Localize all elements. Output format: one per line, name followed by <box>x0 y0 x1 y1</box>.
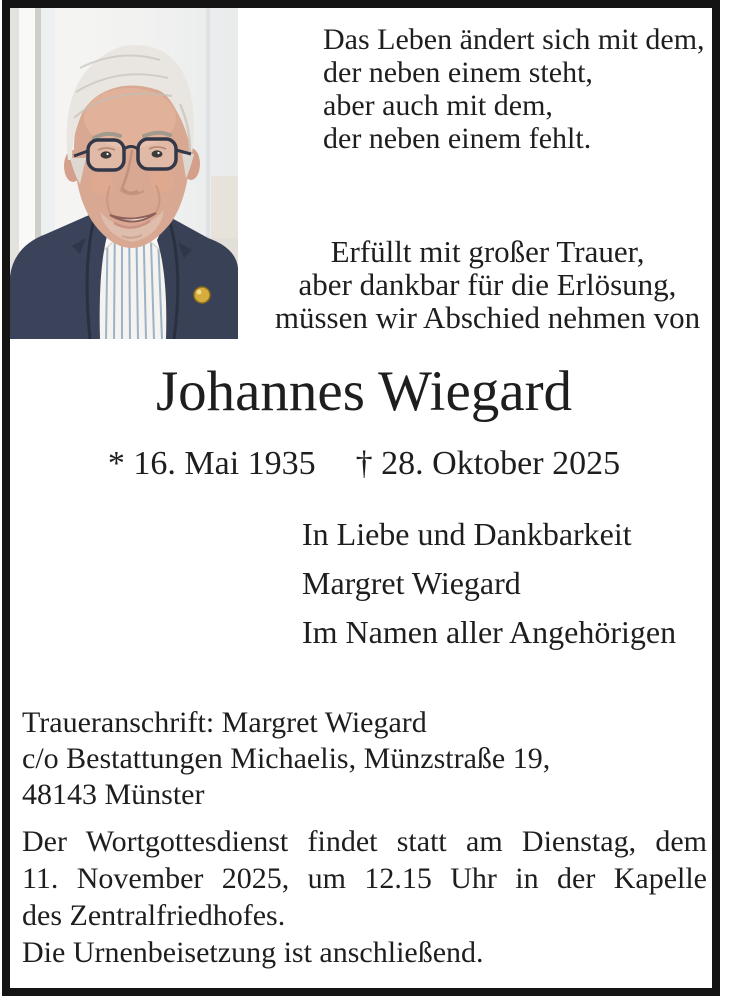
ceremony-line: 11. November 2025, um 12.15 Uhr in der Kapelle <box>22 862 707 895</box>
mourners-block <box>302 517 676 664</box>
lapel-pin <box>194 287 210 303</box>
epigraph-line: aber auch mit dem, <box>323 89 553 122</box>
death-date: † 28. Oktober 2025 <box>355 445 621 482</box>
mourners-line: In Liebe und Dankbarkeit <box>302 516 632 552</box>
deceased-name: Johannes Wiegard <box>155 360 573 423</box>
mourner-name: Margret Wiegard <box>302 565 521 601</box>
intro-line: Erfüllt mit großer Trauer, <box>330 234 645 269</box>
ceremony-line: Die Urnenbeisetzung ist anschließend. <box>22 936 484 969</box>
life-dates <box>10 444 718 484</box>
condolence-address <box>22 705 550 813</box>
portrait-illustration <box>10 8 238 339</box>
intro-line: müssen wir Abschied nehmen von <box>274 300 701 335</box>
ceremony-details <box>22 823 707 971</box>
portrait-photo <box>10 8 238 339</box>
epigraph-line: der neben einem steht, <box>323 56 593 89</box>
ceremony-line: Der Wortgottesdienst findet statt am Dienstag, dem <box>22 825 707 858</box>
mourners-line: Im Namen aller Angehörigen <box>302 614 677 650</box>
birth-date: * 16. Mai 1935 <box>107 445 316 482</box>
intro-line: aber dankbar für die Erlösung, <box>298 267 677 302</box>
ceremony-line: des Zentralfriedhofes. <box>22 899 286 932</box>
intro-text <box>260 235 715 334</box>
address-line: Traueranschrift: Margret Wiegard <box>22 706 427 739</box>
epigraph-line: der neben einem fehlt. <box>323 122 592 155</box>
epigraph-verse <box>323 23 705 155</box>
address-line: 48143 Münster <box>22 778 205 811</box>
epigraph-line: Das Leben ändert sich mit dem, <box>323 23 705 56</box>
address-line: c/o Bestattungen Michaelis, Münzstraße 19, <box>22 742 551 775</box>
